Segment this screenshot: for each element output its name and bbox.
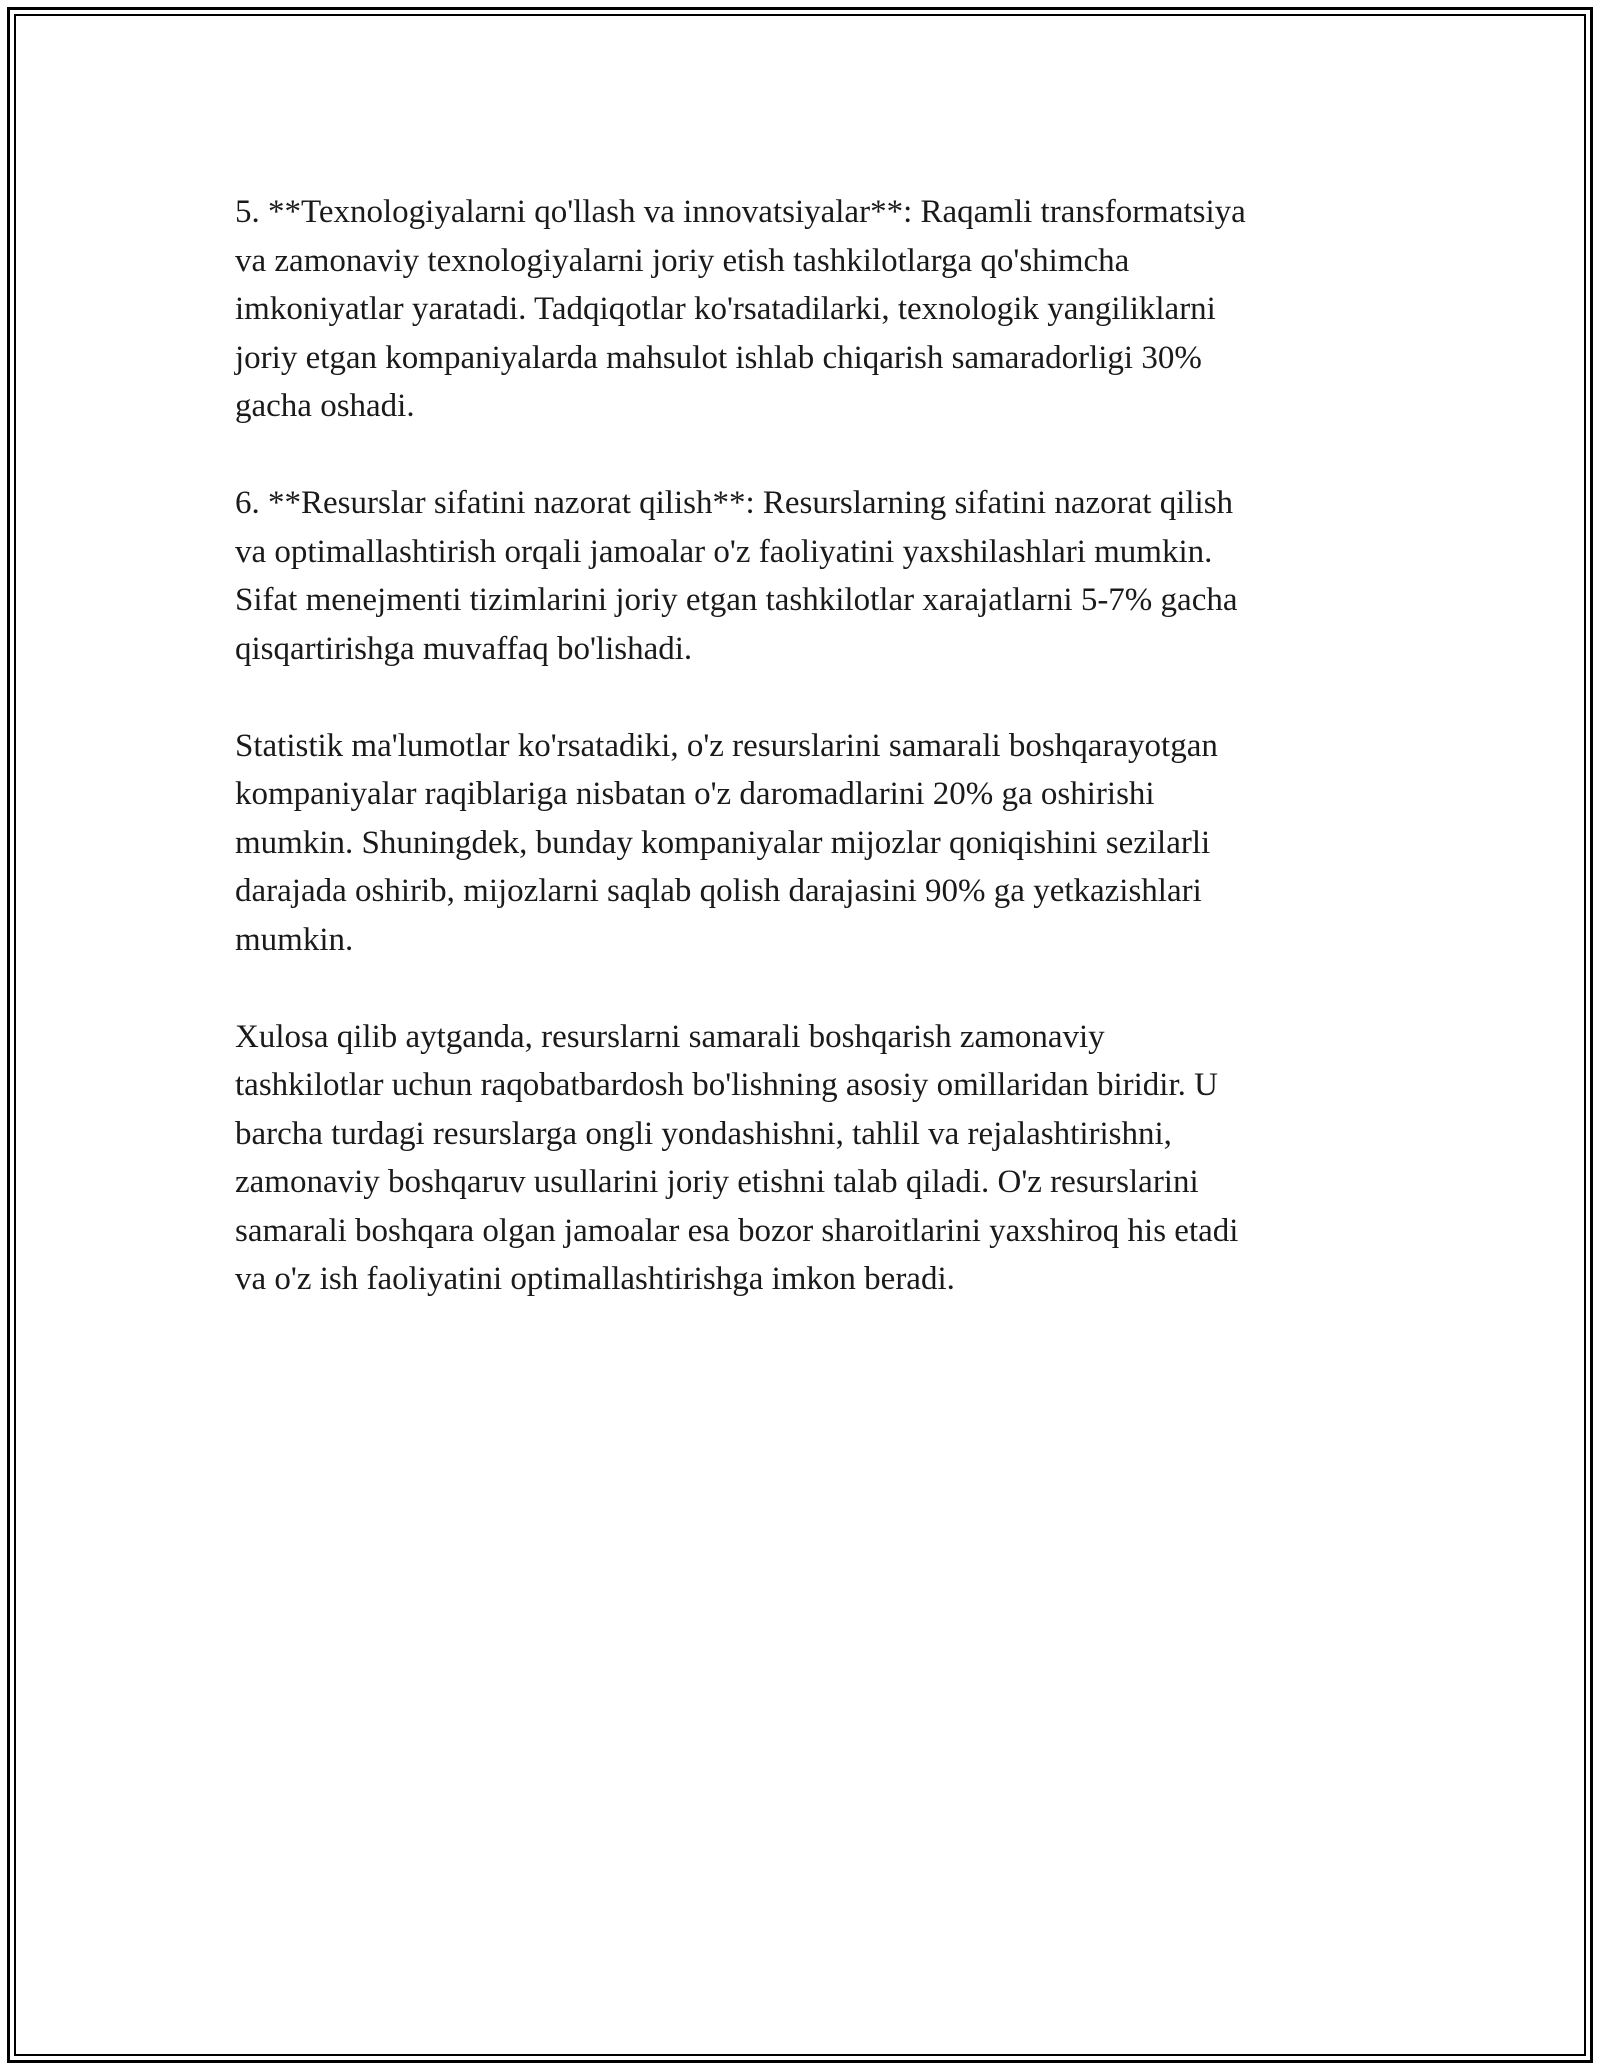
paragraph-quality-control: 6. **Resurslar sifatini nazorat qilish**: Resurslarning sifatini nazorat qilish va optimallashtirish orqali jamoalar o'z faoliyatini yaxshilashlari mumkin. Sifat menejmenti tizimlarini joriy etgan tashkilotlar xarajatlarni 5-7% gacha qisqartirishga muvaffaq bo'lishadi. bbox=[235, 485, 1238, 667]
document-body bbox=[235, 188, 1385, 1352]
paragraph-conclusion: Xulosa qilib aytganda, resurslarni samarali boshqarish zamonaviy tashkilotlar uchun raqobatbardosh bo'lishning asosiy omillaridan biridir. U barcha turdagi resurslarga ongli yondashishni, tahlil va rejalashtirishni, zamonaviy boshqaruv usullarini joriy etishni talab qiladi. O'z resurslarini samarali boshqara olgan jamoalar esa bozor sharoitlarini yaxshiroq his etadi va o'z ish faoliyatini optimallashtirishga imkon beradi. bbox=[235, 1018, 1239, 1297]
paragraph-statistics: Statistik ma'lumotlar ko'rsatadiki, o'z resurslarini samarali boshqarayotgan kompaniyalar raqiblariga nisbatan o'z daromadlarini 20% ga oshirishi mumkin. Shuningdek, bunday kompaniyalar mijozlar qoniqishini sezilarli darajada oshirib, mijozlarni saqlab qolish darajasini 90% ga yetkazishlari mumkin. bbox=[235, 727, 1218, 958]
paragraph-technology: 5. **Texnologiyalarni qo'llash va innovatsiyalar**: Raqamli transformatsiya va zamonaviy texnologiyalarni joriy etish tashkilotlarga qo'shimcha imkoniyatlar yaratadi. Tadqiqotlar ko'rsatadilarki, texnologik yangiliklarni joriy etgan kompaniyalarda mahsulot ishlab chiqarish samaradorligi 30% gacha oshadi. bbox=[235, 194, 1246, 424]
